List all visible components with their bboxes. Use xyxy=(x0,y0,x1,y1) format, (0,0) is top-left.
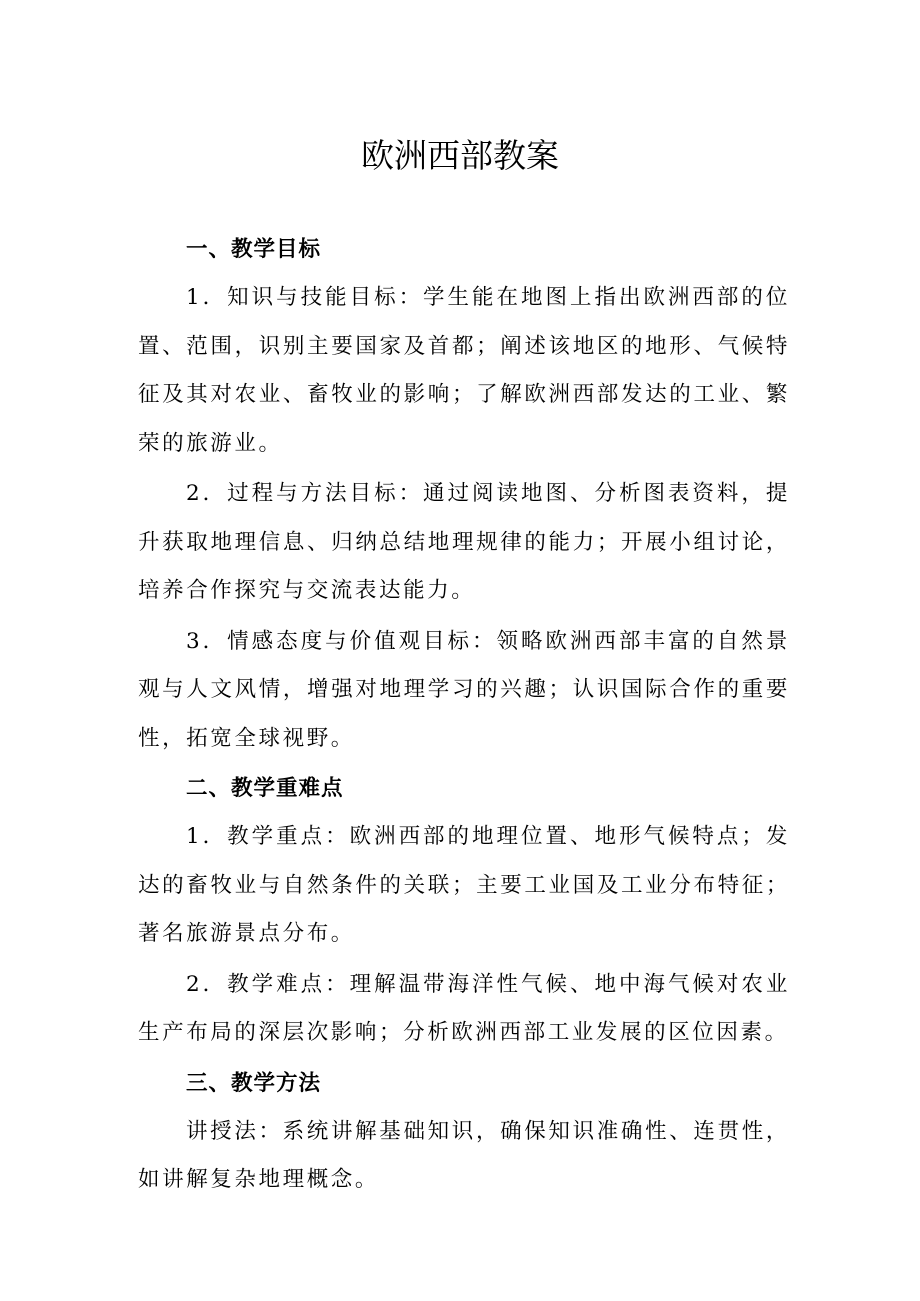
document-title: 欧洲西部教案 xyxy=(361,136,559,175)
paragraph: 3．情感态度与价值观目标：领略欧洲西部丰富的自然景观与人文风情，增强对地理学习的兴趣；认识国际合作的重要性，拓宽全球视野。 xyxy=(138,628,790,751)
section-key-difficult-points xyxy=(138,765,790,1058)
section-teaching-methods xyxy=(138,1060,790,1205)
section-heading: 二、教学重难点 xyxy=(186,776,344,801)
paragraph: 2．过程与方法目标：通过阅读地图、分析图表资料，提升获取地理信息、归纳总结地理规律的能力；开展小组讨论，培养合作探究与交流表达能力。 xyxy=(138,481,790,603)
paragraph: 讲授法：系统讲解基础知识，确保知识准确性、连贯性，如讲解复杂地理概念。 xyxy=(138,1118,790,1192)
section-teaching-objectives xyxy=(138,226,790,763)
paragraph: 1．知识与技能目标：学生能在地图上指出欧洲西部的位置、范围，识别主要国家及首都；阐述该地区的地形、气候特征及其对农业、畜牧业的影响；了解欧洲西部发达的工业、繁荣的旅游业。 xyxy=(138,285,790,456)
paragraph: 2．教学难点：理解温带海洋性气候、地中海气候对农业生产布局的深层次影响；分析欧洲西部工业发展的区位因素。 xyxy=(138,971,790,1045)
section-heading: 三、教学方法 xyxy=(186,1070,322,1096)
paragraph: 1．教学重点：欧洲西部的地理位置、地形气候特点；发达的畜牧业与自然条件的关联；主要工业国及工业分布特征；著名旅游景点分布。 xyxy=(138,824,790,946)
section-heading: 一、教学目标 xyxy=(186,237,322,262)
document-body xyxy=(138,226,790,1207)
